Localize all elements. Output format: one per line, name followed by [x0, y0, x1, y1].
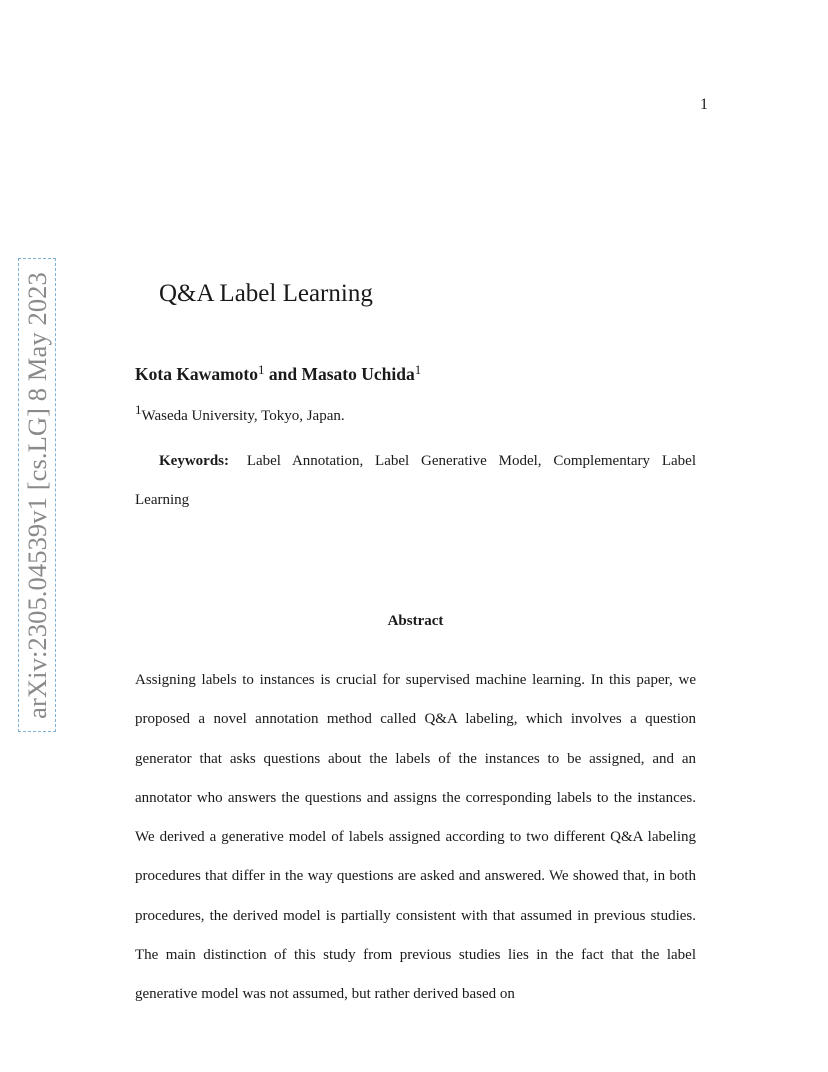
page-number: 1 [700, 96, 708, 113]
keywords-label: Keywords: [159, 453, 229, 469]
affiliation-mark: 1 [414, 362, 422, 377]
arxiv-identifier: arXiv:2305.04539v1 [cs.LG] 8 May 2023 [21, 271, 52, 719]
author-list [135, 364, 421, 385]
author-name: Kota Kawamoto [135, 364, 258, 384]
keywords [135, 442, 696, 520]
affiliation-text: Waseda University, Tokyo, Japan. [141, 408, 345, 424]
abstract-heading: Abstract [387, 613, 444, 629]
abstract-text: Assigning labels to instances is crucial for supervised machine learning. In this paper, we proposed a novel annotation method called Q&A labeling, which involves a question generator that asks questions about the labels of the instances to be assigned, and an annotator who answers the questions and assigns the corresponding labels to the instances. We derived a generative model of labels assigned according to two different Q&A labeling procedures that differ in the way questions are asked and answered. We showed that, in both procedures, the derived model is partially consistent with that assumed in previous studies. The main distinction of this study from previous studies lies in the fact that the label generative model was not assumed, but rather derived based on [135, 672, 696, 1003]
affiliation [135, 402, 345, 425]
paper-title: Q&A Label Learning [159, 280, 373, 307]
author-name: Masato Uchida [301, 364, 415, 384]
keywords-text: Label Annotation, Label Generative Model, Complementary Label Learning [135, 453, 696, 508]
arxiv-stamp[interactable] [18, 258, 56, 732]
author-joiner: and [264, 364, 302, 384]
affiliation-mark: 1 [135, 402, 142, 417]
affiliation-mark: 1 [257, 362, 265, 377]
